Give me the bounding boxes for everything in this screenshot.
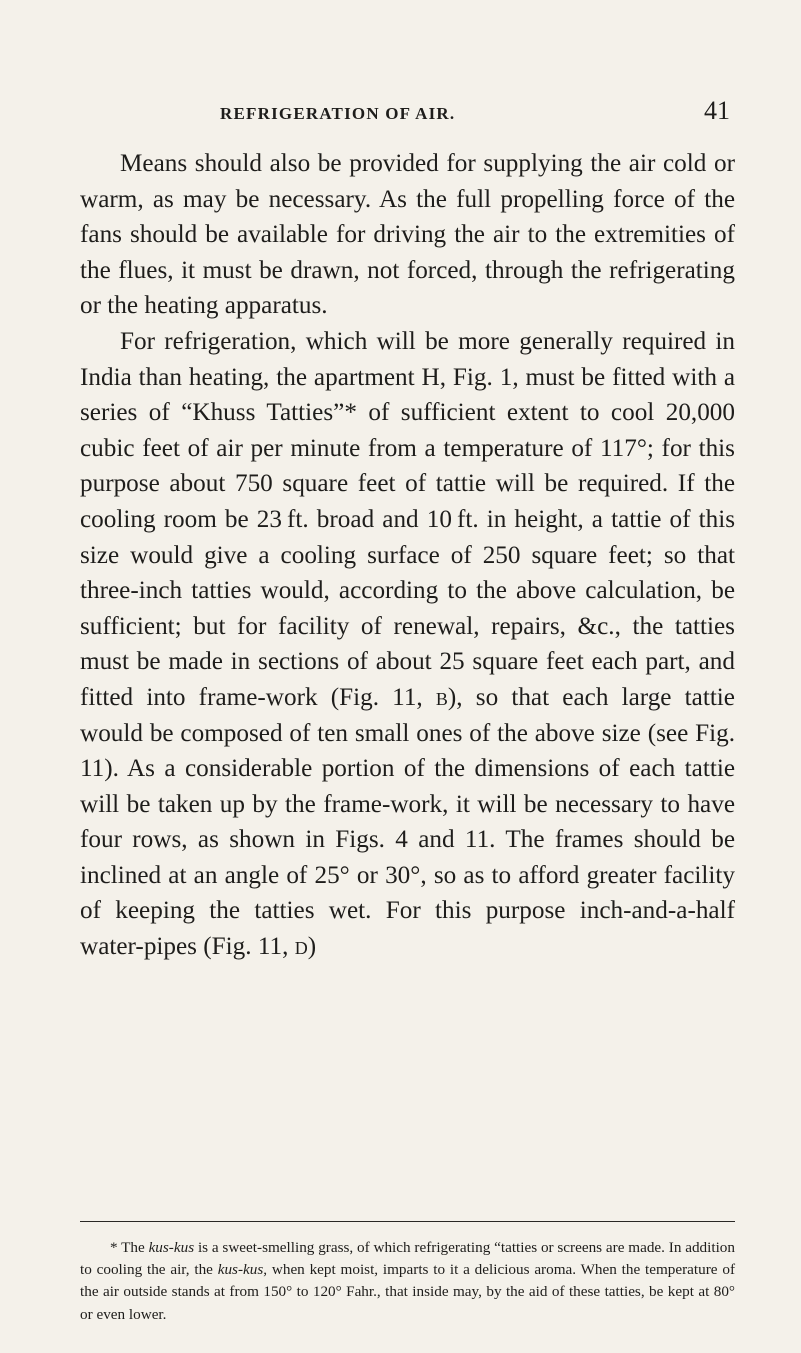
footnote-text — [80, 1237, 735, 1326]
paragraph-2-part-2: ), so that each large tattie would be composed of ten small ones of the above size (see Fig. 11). As a considerable portion of the dimensions of each tattie will be taken up by the frame-work, it will be necessary to have four rows, as shown in Figs. 4 and 11. The frames should be inclined at an angle of 25° or 30°, so as to afford greater facility of keeping the tatties wet. For this purpose inch-and-a-half water-pipes (Fig. 11, — [80, 683, 735, 961]
page-number: 41 — [704, 96, 730, 125]
running-head — [80, 98, 730, 130]
running-title: REFRIGERATION OF AIR. — [220, 104, 456, 123]
paragraph-2 — [80, 324, 735, 965]
footnote — [80, 1237, 735, 1326]
paragraph-2-part-3: ) — [307, 933, 317, 961]
footnote-term-kus-kus-2: kus-kus — [217, 1261, 264, 1279]
footnote-rule — [80, 1221, 735, 1222]
footnote-part-2: , when kept moist, imparts to it a delicious aroma. When the temperature of the air outside stands at from 150° to 120° Fahr., that inside may, by the aid of these tatties, be kept at 80° or even lower. — [80, 1261, 735, 1323]
paragraph-1 — [80, 146, 735, 324]
paragraph-1-text: Means should also be provided for supplying the air cold or warm, as may be necessary. As the full propelling force of the fans should be available for driving the air to the extremities of the flues, it must be drawn, not forced, through the refrigerating or the heating apparatus. — [80, 150, 735, 320]
footnote-term-kus-kus: kus-kus — [148, 1239, 195, 1256]
paragraph-2-part-1: For refrigeration, which will be more generally required in India than heating, the apartment H, Fig. 1, must be fitted with a series of “Khuss Tatties”* of sufficient extent to cool 20,000 cubic feet of air per minute from a temperature of 117°; for this purpose about 750 square feet of tattie will be required. If the cooling room be 23 ft. broad and 10 ft. in height, a tattie of this size would give a cooling surface of 250 square feet; so that three-inch tatties would, according to the above calculation, be sufficient; but for facility of renewal, repairs, &c., the tatties must be made in sections of about 25 square feet each part, and fitted into frame-work (Fig. 11, — [80, 327, 735, 711]
footnote-part-1: is a sweet-smelling grass, of which refrigerating “tatties or screens are made. In addition to cooling the air, the — [80, 1239, 735, 1279]
footnote-marker: * The — [110, 1239, 149, 1256]
body-text — [80, 146, 735, 965]
figure-ref-b: b — [435, 683, 448, 711]
figure-ref-d: d — [294, 933, 308, 961]
